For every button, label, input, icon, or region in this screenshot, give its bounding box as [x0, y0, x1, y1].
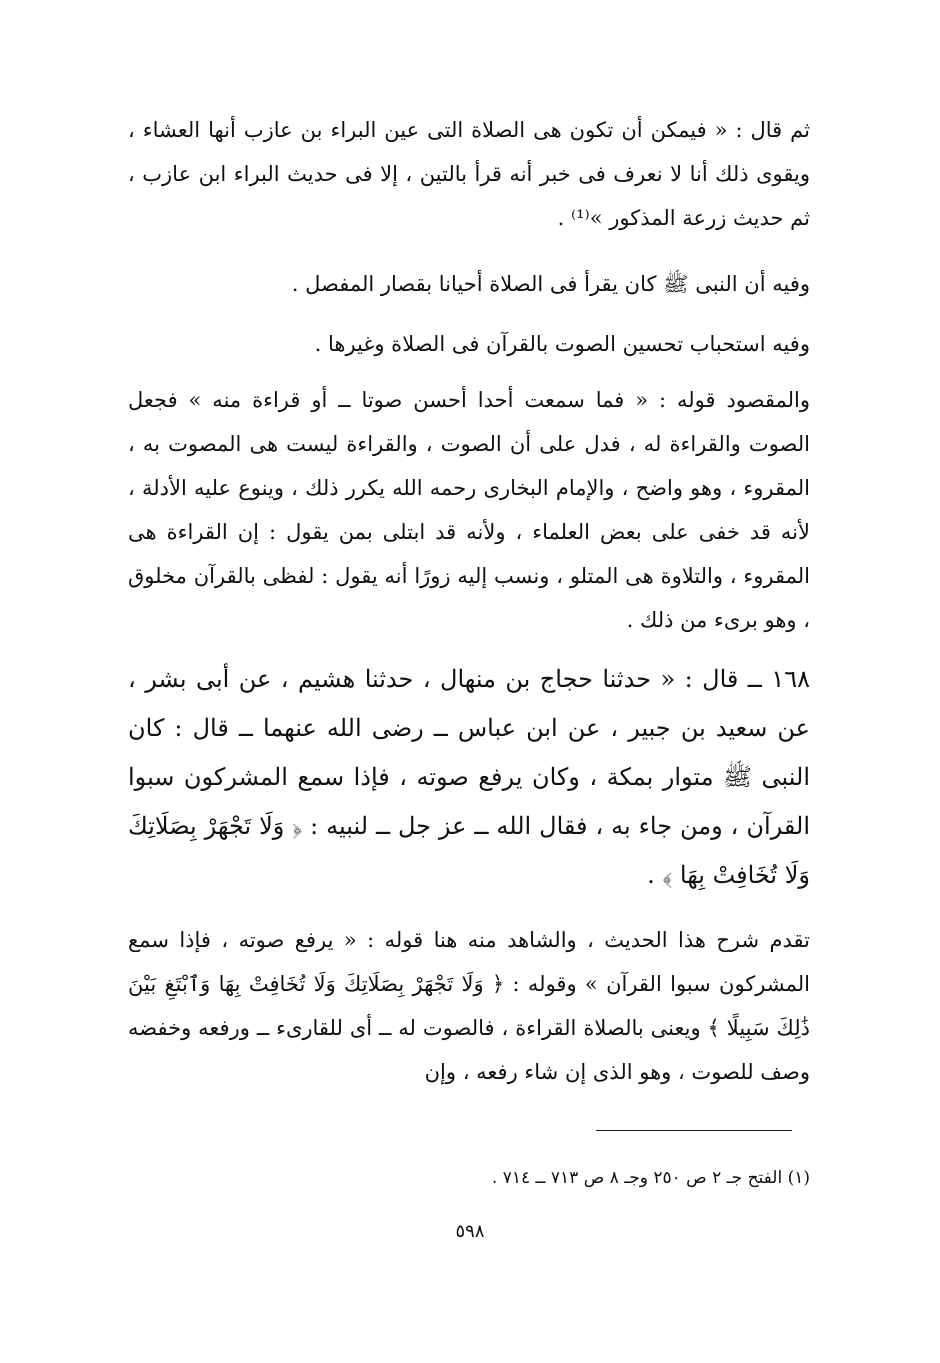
- paragraph-short-surahs: وفيه أن النبى ﷺ كان يقرأ فى الصلاة أحيانا بقصار المفصل .: [291, 272, 810, 296]
- hadith-168: ١٦٨ ــ قال : « حدثنا حجاج بن منهال ، حدثنا هشيم ، عن أبى بشر ، عن سعيد بن جبير ، عن ابن عباس ــ رضى الله عنهما ــ قال : كان النبى ﷺ متوار بمكة ، وكان يرفع صوته ، فإذا سمع المشركون سبوا القرآن ، ومن جاء به ، فقال الله ــ عز جل ــ لنبيه : ﴿ وَلَا تَجْهَرْ بِصَلَاتِكَ وَلَا تُخَافِتْ بِهَا ﴾ .: [128, 665, 810, 889]
- paragraph-quote-conclusion: ثم قال : « فيمكن أن تكون هى الصلاة التى عين البراء بن عازب أنها العشاء ، ويقوى ذلك أنا لا نعرف فى خبر أنه قرأ بالتين ، إلا فى حديث البراء ابن عازب ، ثم حديث زرعة المذكور »⁽¹⁾ .: [128, 118, 810, 230]
- paragraph-intended-meaning: والمقصود قوله : « فما سمعت أحدا أحسن صوتا ــ أو قراءة منه » فجعل الصوت والقراءة له ، فدل على أن الصوت ، والقراءة ليست هى المصوت به ، المقروء ، وهو واضح ، والإمام البخارى رحمه الله يكرر ذلك ، وينوع عليه الأدلة ، لأنه قد خفى على بعض العلماء ، ولأنه قد ابتلى بمن يقول : إن القراءة هى المقروء ، والتلاوة هى المتلو ، ونسب إليه زورًا أنه يقول : لفظى بالقرآن مخلوق ، وهو برىء من ذلك .: [128, 388, 810, 632]
- paragraph-commentary: تقدم شرح هذا الحديث ، والشاهد منه هنا قوله : « يرفع صوته ، فإذا سمع المشركون سبوا القرآن » وقوله : ﴿ وَلَا تَجْهَرْ بِصَلَاتِكَ وَلَا تُخَافِتْ بِهَا وَٱبْتَغِ بَيْنَ ذَٰلِكَ سَبِيلًا ﴾ ويعنى بالصلاة القراءة ، فالصوت له ــ أى للقارىء ــ ورفعه وخفضه وصف للصوت ، وهو الذى إن شاء رفعه ، وإن: [128, 928, 811, 1084]
- page-number: ٥٩٨: [455, 1221, 485, 1242]
- footnote: (١) الفتح جـ ٢ ص ٢٥٠ وجـ ٨ ص ٧١٣ ــ ٧١٤ .: [491, 1168, 810, 1188]
- paragraph-voice-beautification: وفيه استحباب تحسين الصوت بالقرآن فى الصلاة وغيرها .: [314, 332, 810, 356]
- footnote-divider: [596, 1130, 792, 1131]
